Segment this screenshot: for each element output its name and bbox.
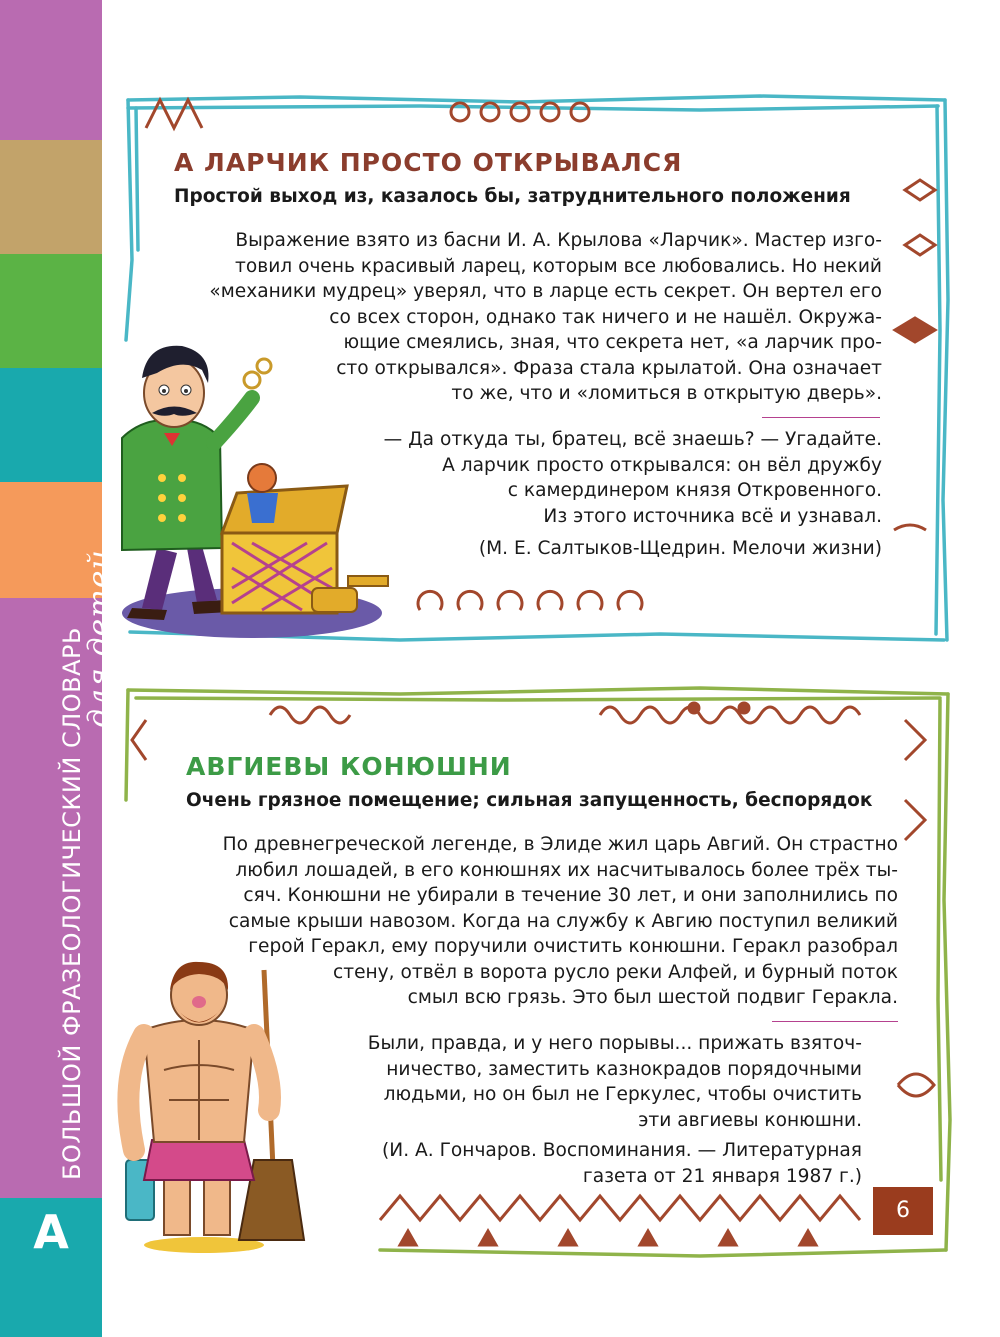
entry1-divider	[762, 417, 880, 418]
entry2-text-line: любил лошадей, в его конюшнях их насчитывалось более трёх ты-	[235, 859, 898, 881]
entry2-quote-line: людьми, но он был не Геркулес, чтобы очистить	[383, 1084, 862, 1105]
entry2-quote-line: ничество, заместить казнокрадов порядочными	[386, 1058, 862, 1080]
book-title: БОЛЬШОЙ ФРАЗЕОЛОГИЧЕСКИЙ СЛОВАРЬ	[58, 627, 86, 1180]
entry1-source-line: (М. Е. Салтыков-Щедрин. Мелочи жизни)	[478, 538, 882, 559]
spine-stripe-green	[0, 254, 102, 368]
spine-stripe-tan	[0, 140, 102, 254]
entry2-text-line: смыл всю грязь. Это был шестой подвиг Геракла.	[407, 987, 898, 1008]
book-subtitle: для детей	[82, 549, 117, 728]
entry1-text-line: то же, что и «ломиться в открытую дверь».	[451, 383, 882, 404]
side-spine	[0, 0, 117, 1337]
section-letter: А	[33, 1205, 69, 1259]
entry1-text-line: «механики мудрец» уверял, что в ларце есть секрет. Он вертел его	[209, 281, 882, 302]
entry1-source	[330, 536, 882, 562]
entry2-definition: Очень грязное помещение; сильная запущенность, беспорядок	[186, 790, 873, 811]
entry1-text-line: Выражение взято из басни И. А. Крылова «Ларчик». Мастер изго-	[235, 230, 882, 251]
hercules-with-broom-illustration	[104, 960, 314, 1260]
entry2-text-line: стену, отвёл в ворота русло реки Алфей, и бурный поток	[333, 961, 898, 983]
entry1-quote	[330, 427, 882, 529]
entry2-quote-line: эти авгиевы конюшни.	[638, 1109, 862, 1131]
entry1-text-line: ющие смеялись, зная, что секрета нет, «а ларчик про-	[343, 332, 882, 353]
entry1-definition: Простой выход из, казалось бы, затруднительного положения	[174, 186, 851, 207]
page-number: 6	[873, 1187, 933, 1235]
entry2-source-line: (И. А. Гончаров. Воспоминания. — Литературная	[382, 1140, 862, 1161]
entry1-quote-line: Из этого источника всё и узнавал.	[543, 505, 882, 527]
entry2-text-line: сяч. Конюшни не убирали в течение 30 лет, и они заполнились по	[243, 885, 898, 906]
entry2-source	[300, 1138, 862, 1189]
mechanic-with-box-illustration	[102, 318, 392, 648]
entry2-text-line: По древнегреческой легенде, в Элиде жил царь Авгий. Он страстно	[222, 834, 898, 855]
entry2-heading: АВГИЕВЫ КОНЮШНИ	[186, 752, 512, 781]
entry1-text-line: сто открывался». Фраза стала крылатой. Она означает	[336, 357, 882, 379]
entry1-quote-line: А ларчик просто открывался: он вёл дружбу	[442, 454, 882, 476]
entry2-quote-line: Были, правда, и у него порывы... прижать взяточ-	[367, 1033, 862, 1054]
entry1-quote-line: с камердинером князя Откровенного.	[507, 480, 882, 501]
entry2-text-line: самые крыши навозом. Когда на службу к Авгию поступил великий	[228, 910, 898, 932]
entry1-quote-line: — Да откуда ты, братец, всё знаешь? — Угадайте.	[383, 429, 882, 450]
entry1-text-line: товил очень красивый ларец, которым все любовались. Но некий	[235, 255, 882, 277]
entry2-source-line: газета от 21 января 1987 г.)	[582, 1165, 862, 1187]
entry2-text-line: герой Геракл, ему поручили очистить конюшни. Геракл разобрал	[248, 936, 898, 957]
entry2-quote	[300, 1031, 862, 1133]
spine-stripe-purple	[0, 0, 102, 140]
spine-stripe-teal	[0, 368, 102, 482]
entry2-divider	[772, 1021, 898, 1022]
entry1-heading: А ЛАРЧИК ПРОСТО ОТКРЫВАЛСЯ	[174, 148, 683, 177]
entry1-text-line: со всех сторон, однако так ничего и не нашёл. Окружа-	[329, 306, 882, 328]
